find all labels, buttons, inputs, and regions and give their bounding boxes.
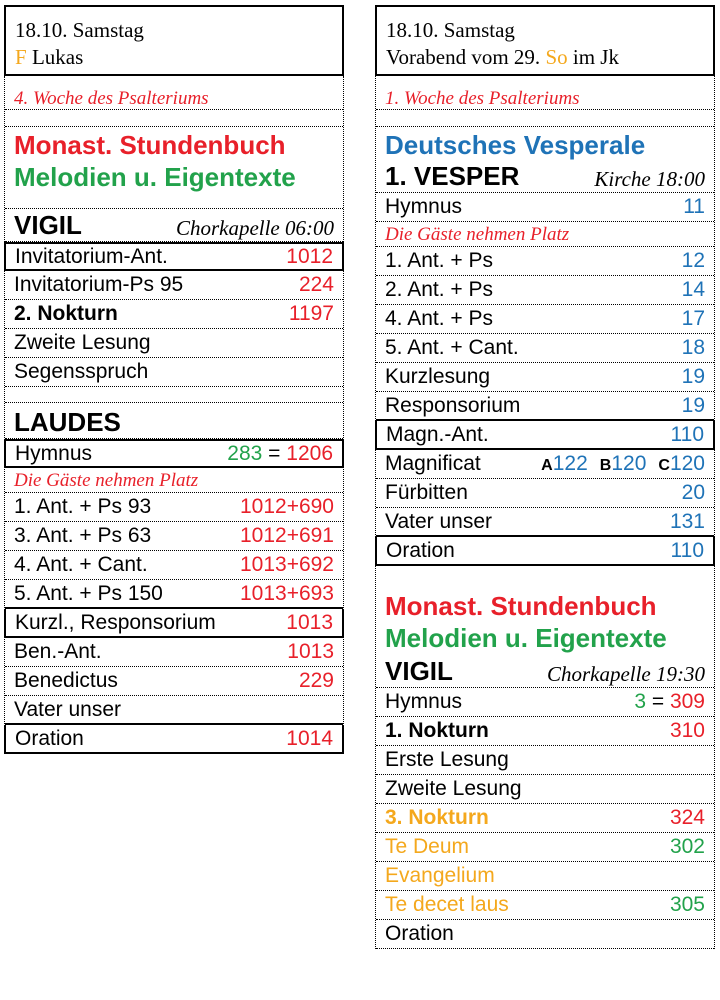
list-item: Responsorium 19 [376, 392, 714, 421]
list-item: Zweite Lesung [5, 329, 343, 358]
list-item: Vater unser [5, 696, 343, 725]
list-item: Benedictus 229 [5, 667, 343, 696]
left-column [4, 5, 344, 754]
list-item: Ben.-Ant. 1013 [5, 638, 343, 667]
right-psalter-week: 1. Woche des Psalteriums [376, 76, 714, 110]
left-book-title-1: Monast. Stundenbuch [14, 130, 286, 160]
list-item: Oration 1014 [4, 725, 344, 754]
right-body [375, 76, 715, 949]
left-book-title-2: Melodien u. Eigentexte [14, 162, 296, 192]
list-item: 5. Ant. + Ps 150 1013+693 [5, 580, 343, 609]
list-item: Te decet laus 305 [376, 891, 714, 920]
list-item: 3. Nokturn 324 [376, 804, 714, 833]
list-item: 2. Ant. + Ps 14 [376, 276, 714, 305]
left-header-date: 18.10. Samstag [15, 18, 144, 42]
right-rank-badge: So [545, 45, 568, 69]
right-book-title-2: Melodien u. Eigentexte [385, 623, 667, 653]
list-item: Invitatorium-Ant. 1012 [4, 242, 344, 271]
list-item: Erste Lesung [376, 746, 714, 775]
list-item: Magn.-Ant. 110 [375, 421, 715, 450]
right-header: 18.10. Samstag Vorabend vom 29. So im Jk [375, 5, 715, 76]
list-item: Vater unser 131 [376, 508, 714, 537]
list-item: Evangelium [376, 862, 714, 891]
guests-note: Die Gäste nehmen Platz [5, 468, 343, 493]
section-title: LAUDES [14, 407, 121, 437]
section-title: 1. VESPER [385, 161, 520, 191]
section-place: Kirche 18:00 [594, 167, 705, 191]
list-item: Segensspruch [5, 358, 343, 387]
section-title: VIGIL [385, 656, 453, 686]
list-item: 5. Ant. + Cant. 18 [376, 334, 714, 363]
right-vigil-heading [376, 654, 714, 688]
list-item: Kurzlesung 19 [376, 363, 714, 392]
list-item: Oration [376, 920, 714, 949]
list-item: Kurzl., Responsorium 1013 [4, 609, 344, 638]
right-header-date: 18.10. Samstag [386, 18, 515, 42]
right-column [375, 5, 715, 949]
list-item: Invitatorium-Ps 95 224 [5, 271, 343, 300]
magnificat-options: A 122 B 120 C 120 [541, 452, 705, 475]
list-item: 1. Nokturn 310 [376, 717, 714, 746]
vesper-heading [376, 161, 714, 193]
list-item: 4. Ant. + Cant. 1013+692 [5, 551, 343, 580]
list-item: Hymnus 3 = 309 [376, 688, 714, 717]
list-item: 1. Ant. + Ps 93 1012+690 [5, 493, 343, 522]
list-item: Hymnus 283 = 1206 [4, 439, 344, 468]
left-feast-name: Lukas [31, 45, 84, 69]
guests-note: Die Gäste nehmen Platz [376, 222, 714, 247]
list-item: Magnificat A 122 B 120 C 120 [376, 450, 714, 479]
left-laudes-heading [5, 403, 343, 439]
list-item: 4. Ant. + Ps 17 [376, 305, 714, 334]
section-place: Chorkapelle 19:30 [546, 662, 705, 686]
list-item: Oration 110 [375, 537, 715, 566]
list-item: Zweite Lesung [376, 775, 714, 804]
left-body [4, 76, 344, 754]
section-title: VIGIL [14, 210, 82, 240]
list-item: 1. Ant. + Ps 12 [376, 247, 714, 276]
right-book-title-1: Monast. Stundenbuch [385, 591, 657, 621]
list-item: Te Deum 302 [376, 833, 714, 862]
right-book-title: Deutsches Vesperale [385, 130, 646, 160]
left-vigil-heading [5, 209, 343, 242]
list-item: 2. Nokturn 1197 [5, 300, 343, 329]
left-rank-badge: F [15, 45, 27, 69]
section-place: Chorkapelle 06:00 [175, 216, 334, 240]
list-item: Fürbitten 20 [376, 479, 714, 508]
list-item: 3. Ant. + Ps 63 1012+691 [5, 522, 343, 551]
list-item: Hymnus 11 [376, 193, 714, 222]
left-psalter-week: 4. Woche des Psalteriums [5, 76, 343, 110]
left-header [4, 5, 344, 76]
